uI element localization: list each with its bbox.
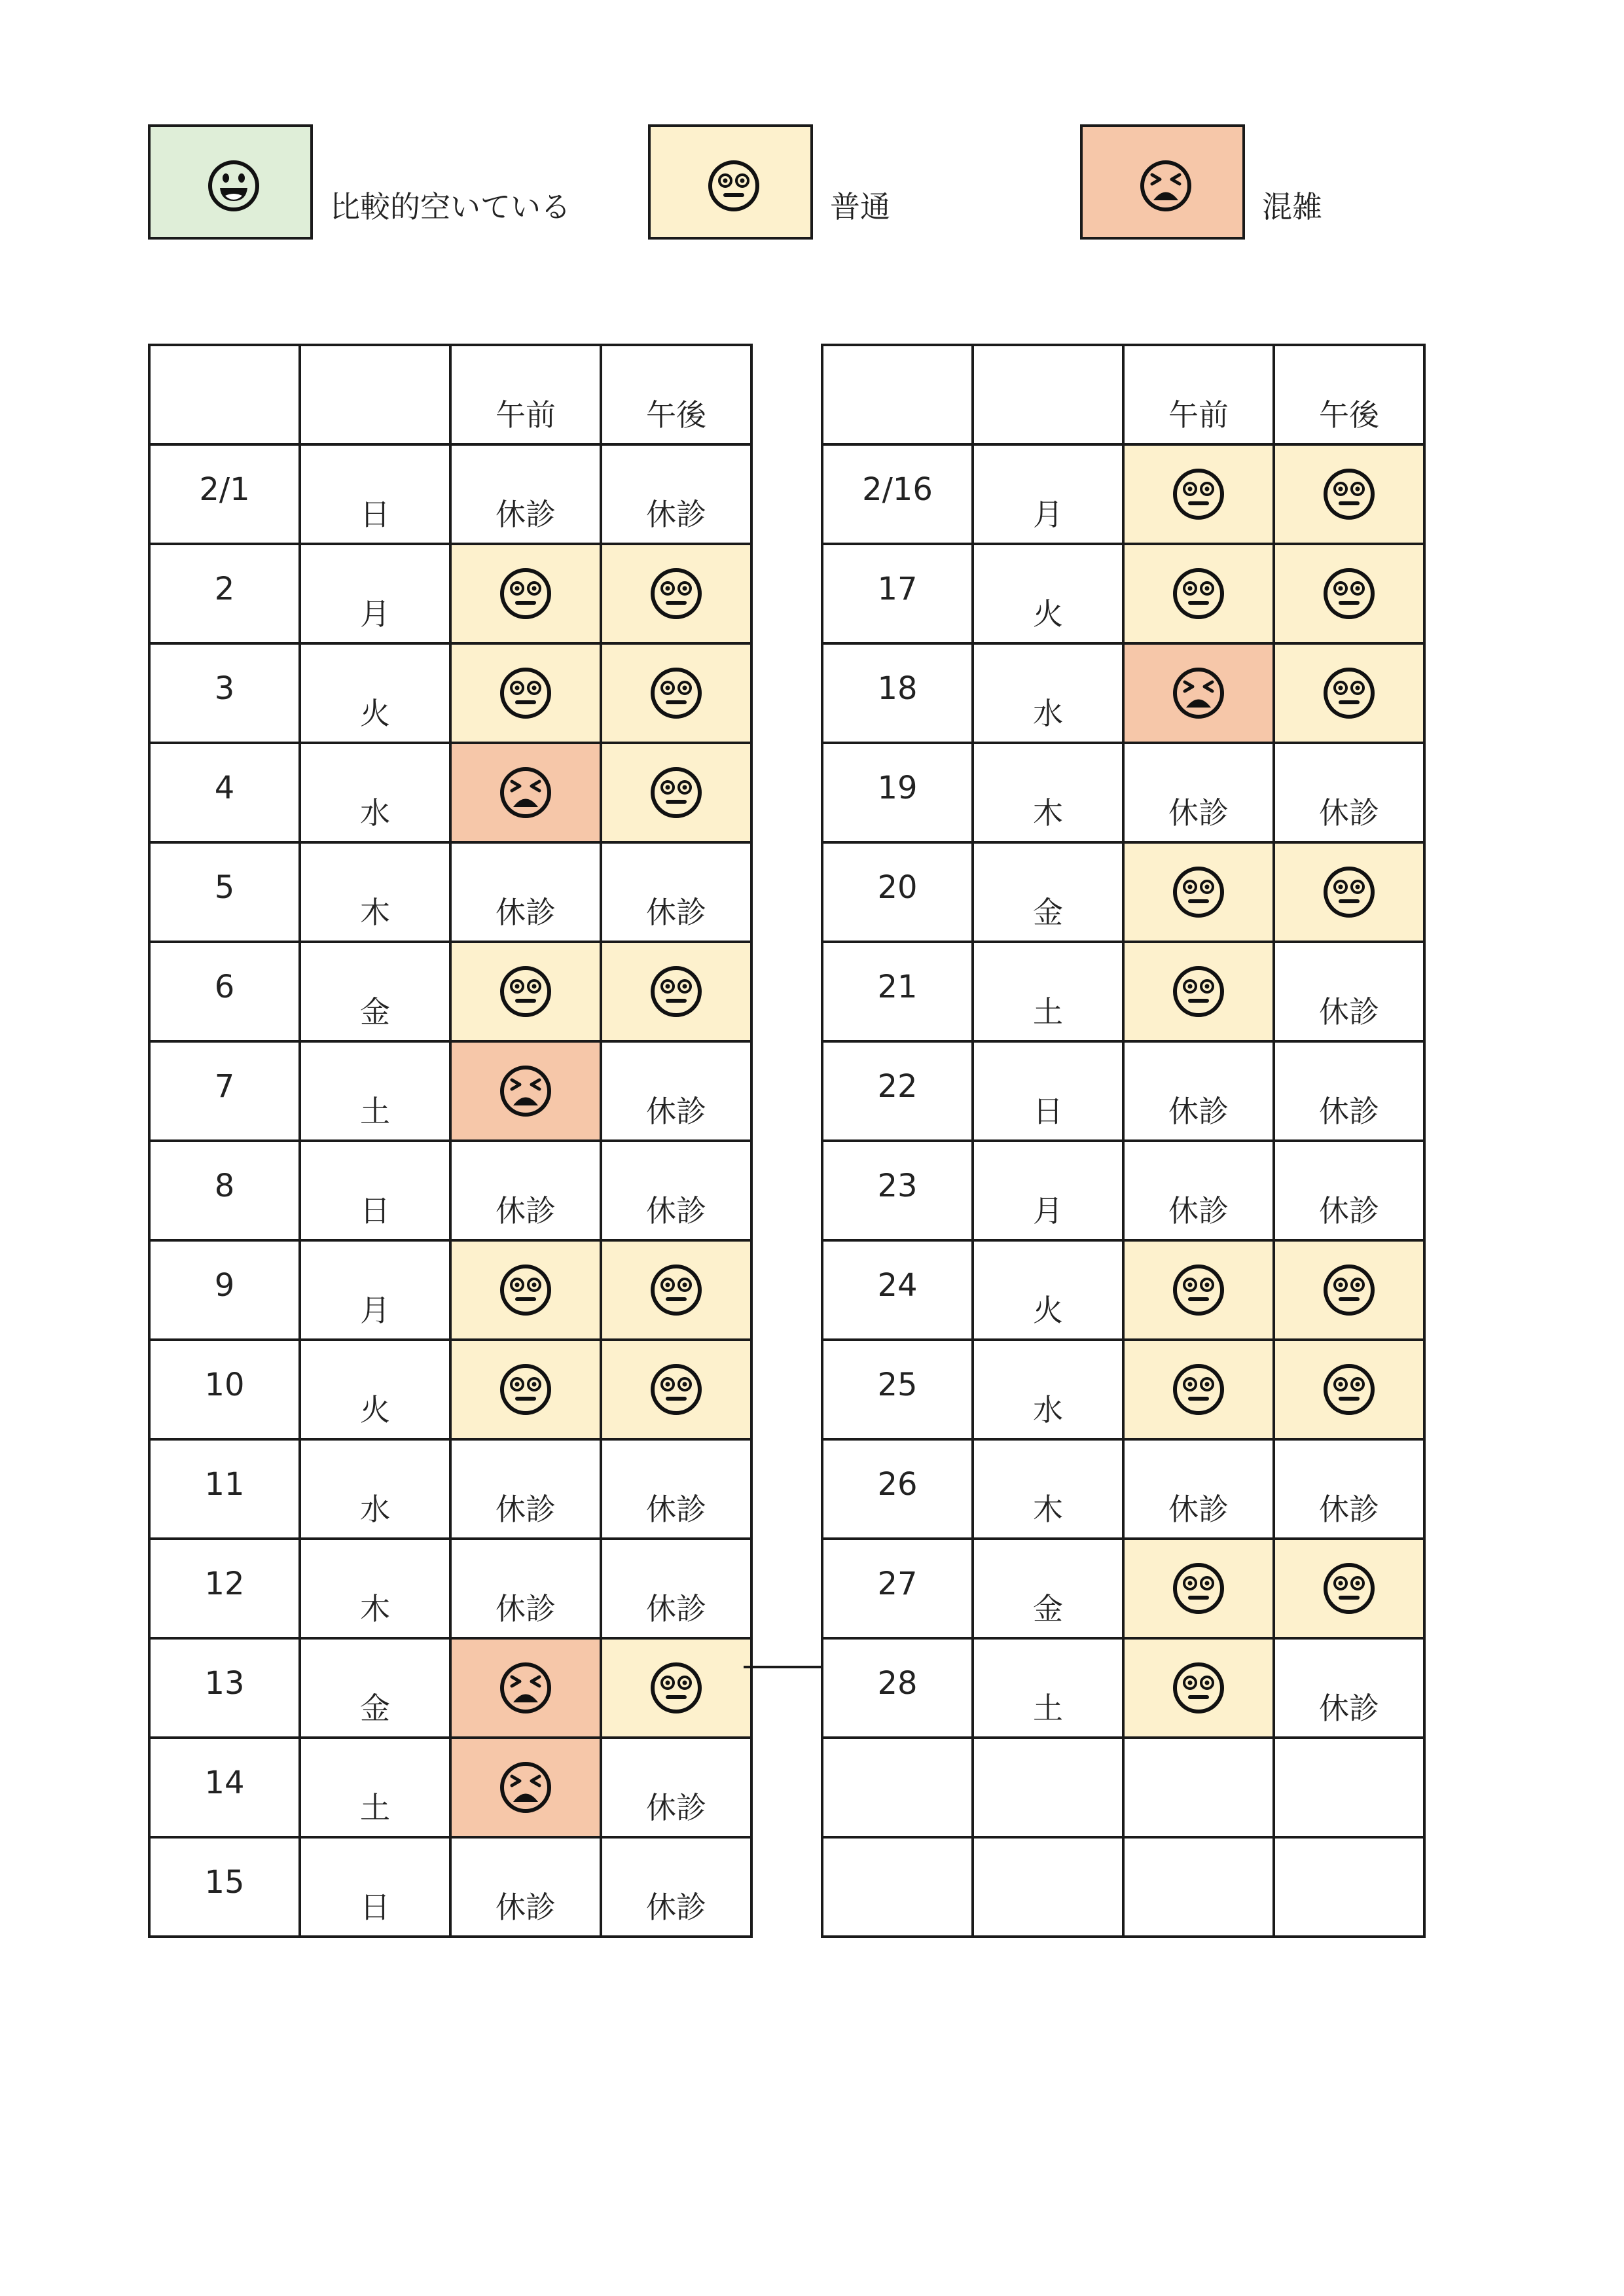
am-status-cell (1123, 743, 1274, 842)
pm-status-cell (601, 743, 751, 842)
closed-label: 休診 (646, 1890, 706, 1925)
table-row (822, 1638, 1424, 1738)
pm-status-cell (1274, 1041, 1424, 1141)
weekday-text: 日 (1033, 1094, 1063, 1129)
date-text: 28 (877, 1665, 918, 1702)
legend-label-empty: 比較的空いている (330, 189, 571, 224)
table-row (149, 1340, 751, 1439)
closed-label: 休診 (1319, 994, 1379, 1030)
date-text: 9 (214, 1267, 235, 1304)
weekday-text: 土 (360, 1790, 390, 1825)
am-status-cell (1123, 444, 1274, 544)
date-text: 14 (204, 1765, 245, 1801)
date-text: 17 (877, 571, 918, 607)
am-status-cell (450, 1638, 601, 1738)
am-status-cell (450, 1240, 601, 1340)
weekday-text: 日 (360, 1193, 390, 1229)
header-day-cell (300, 345, 450, 444)
neutral-face-icon (649, 666, 703, 720)
weekday-cell (300, 1240, 450, 1340)
am-status-cell (450, 1439, 601, 1539)
weekday-cell (973, 544, 1123, 643)
closed-label: 休診 (646, 1094, 706, 1129)
date-text: 24 (877, 1267, 918, 1304)
closed-label: 休診 (496, 895, 556, 930)
date-cell (149, 444, 300, 544)
neutral-face-icon (707, 159, 761, 213)
weekday-text: 金 (1033, 895, 1063, 930)
weekday-text: 金 (360, 1691, 390, 1726)
table-connector-line (744, 1666, 823, 1668)
pm-status-cell (601, 1837, 751, 1937)
am-status-cell (1123, 1539, 1274, 1638)
date-text: 12 (204, 1566, 245, 1602)
closed-label: 休診 (1168, 795, 1229, 831)
date-text: 15 (204, 1864, 245, 1901)
neutral-face-icon (1172, 1263, 1225, 1317)
neutral-face-icon (499, 1263, 552, 1317)
neutral-face-icon (499, 567, 552, 620)
weekday-text: 金 (1033, 1591, 1063, 1626)
table-row (822, 544, 1424, 643)
weekday-cell (973, 1638, 1123, 1738)
closed-label: 休診 (1168, 1193, 1229, 1229)
header-am-label: 午前 (496, 397, 556, 433)
weekday-cell (973, 1340, 1123, 1439)
date-text: 26 (877, 1466, 918, 1503)
date-cell (822, 643, 973, 743)
pm-status-cell (601, 1340, 751, 1439)
date-text: 21 (877, 969, 918, 1005)
neutral-face-icon (1172, 467, 1225, 521)
header-pm-label: 午後 (1319, 397, 1379, 433)
date-cell (149, 1340, 300, 1439)
table-row (149, 1539, 751, 1638)
weekday-cell (300, 842, 450, 942)
pm-status-cell (1274, 1837, 1424, 1937)
date-text: 2 (214, 571, 235, 607)
table-row (822, 643, 1424, 743)
weekday-cell (300, 942, 450, 1041)
table-row (149, 1041, 751, 1141)
pm-status-cell (1274, 1240, 1424, 1340)
weekday-text: 土 (1033, 994, 1063, 1030)
date-text: 25 (877, 1367, 918, 1403)
date-cell (149, 1141, 300, 1240)
header-am-cell (1123, 345, 1274, 444)
date-cell (822, 544, 973, 643)
date-text: 2/16 (862, 471, 933, 508)
weekday-cell (300, 1837, 450, 1937)
date-text: 2/1 (199, 471, 250, 508)
weekday-cell (300, 643, 450, 743)
table-row (822, 1837, 1424, 1937)
closed-label: 休診 (1168, 1094, 1229, 1129)
weekday-cell (973, 842, 1123, 942)
am-status-cell (450, 1837, 601, 1937)
table-row (822, 1738, 1424, 1837)
pm-status-cell (601, 643, 751, 743)
date-cell (149, 942, 300, 1041)
date-cell (149, 1638, 300, 1738)
date-cell (822, 1340, 973, 1439)
closed-label: 休診 (1168, 1492, 1229, 1527)
header-date-cell (822, 345, 973, 444)
weekday-cell (973, 1738, 1123, 1837)
am-status-cell (450, 1340, 601, 1439)
date-text: 22 (877, 1068, 918, 1105)
weekday-cell (300, 1439, 450, 1539)
date-cell (822, 743, 973, 842)
date-cell (822, 842, 973, 942)
table-row (822, 1240, 1424, 1340)
am-status-cell (450, 1141, 601, 1240)
date-cell (149, 1041, 300, 1141)
date-cell (822, 1738, 973, 1837)
weekday-cell (973, 1539, 1123, 1638)
pm-status-cell (1274, 444, 1424, 544)
legend-label-neutral: 普通 (830, 189, 890, 224)
neutral-face-icon (1322, 467, 1376, 521)
neutral-face-icon (649, 965, 703, 1018)
weekday-text: 火 (1033, 596, 1063, 632)
date-text: 10 (204, 1367, 245, 1403)
closed-label: 休診 (646, 1193, 706, 1229)
closed-label: 休診 (1319, 1492, 1379, 1527)
weekday-text: 水 (360, 1492, 390, 1527)
date-text: 18 (877, 670, 918, 707)
closed-label: 休診 (1319, 795, 1379, 831)
am-status-cell (1123, 1638, 1274, 1738)
am-status-cell (1123, 1041, 1274, 1141)
closed-label: 休診 (1319, 1691, 1379, 1726)
neutral-face-icon (1172, 1562, 1225, 1615)
date-cell (822, 1041, 973, 1141)
pm-status-cell (601, 544, 751, 643)
weekday-text: 水 (1033, 696, 1063, 731)
neutral-face-icon (1322, 1363, 1376, 1416)
date-text: 20 (877, 869, 918, 906)
date-cell (149, 1738, 300, 1837)
am-status-cell (450, 942, 601, 1041)
date-text: 13 (204, 1665, 245, 1702)
grinning-face-icon (207, 159, 261, 213)
date-text: 6 (214, 969, 235, 1005)
am-status-cell (1123, 1439, 1274, 1539)
am-status-cell (1123, 942, 1274, 1041)
weekday-text: 金 (360, 994, 390, 1030)
weekday-text: 日 (360, 497, 390, 532)
weekday-text: 土 (1033, 1691, 1063, 1726)
neutral-face-icon (499, 1363, 552, 1416)
weekday-cell (300, 743, 450, 842)
weekday-cell (973, 1041, 1123, 1141)
am-status-cell (1123, 1141, 1274, 1240)
date-cell (822, 1141, 973, 1240)
weekday-cell (973, 444, 1123, 544)
table-row (149, 1240, 751, 1340)
pm-status-cell (601, 1041, 751, 1141)
closed-label: 休診 (1319, 1094, 1379, 1129)
am-status-cell (450, 444, 601, 544)
date-text: 19 (877, 770, 918, 806)
neutral-face-icon (1172, 567, 1225, 620)
header-day-cell (973, 345, 1123, 444)
header-date-cell (149, 345, 300, 444)
table-row (822, 1041, 1424, 1141)
pm-status-cell (1274, 942, 1424, 1041)
table-row (822, 942, 1424, 1041)
weekday-cell (300, 544, 450, 643)
date-cell (149, 643, 300, 743)
schedule-table-left (148, 344, 753, 1938)
weekday-text: 月 (1033, 1193, 1063, 1229)
table-row (149, 643, 751, 743)
neutral-face-icon (1322, 865, 1376, 919)
date-cell (822, 444, 973, 544)
closed-label: 休診 (496, 1890, 556, 1925)
table-row (149, 842, 751, 942)
pm-status-cell (601, 444, 751, 544)
table-row (149, 1738, 751, 1837)
tired-face-icon (499, 766, 552, 819)
legend-swatch-neutral (648, 124, 813, 240)
pm-status-cell (601, 1141, 751, 1240)
tired-face-icon (1139, 159, 1193, 213)
weekday-cell (300, 1041, 450, 1141)
pm-status-cell (1274, 544, 1424, 643)
weekday-text: 木 (360, 1591, 390, 1626)
tired-face-icon (499, 1761, 552, 1814)
closed-label: 休診 (1319, 1193, 1379, 1229)
table-row (149, 743, 751, 842)
pm-status-cell (601, 1240, 751, 1340)
neutral-face-icon (1172, 1661, 1225, 1715)
date-text: 3 (214, 670, 235, 707)
weekday-cell (973, 942, 1123, 1041)
pm-status-cell (1274, 643, 1424, 743)
weekday-cell (973, 1240, 1123, 1340)
date-text: 5 (214, 869, 235, 906)
pm-status-cell (601, 1439, 751, 1539)
tired-face-icon (1172, 666, 1225, 720)
pm-status-cell (1274, 1340, 1424, 1439)
weekday-cell (300, 1638, 450, 1738)
neutral-face-icon (1322, 1562, 1376, 1615)
date-cell (149, 1439, 300, 1539)
weekday-cell (300, 1340, 450, 1439)
pm-status-cell (601, 1738, 751, 1837)
header-row (149, 345, 751, 444)
date-text: 11 (204, 1466, 245, 1503)
neutral-face-icon (1322, 567, 1376, 620)
weekday-cell (973, 1837, 1123, 1937)
table-row (149, 1141, 751, 1240)
weekday-text: 木 (1033, 1492, 1063, 1527)
closed-label: 休診 (646, 1591, 706, 1626)
table-row (822, 1539, 1424, 1638)
pm-status-cell (601, 1638, 751, 1738)
pm-status-cell (1274, 743, 1424, 842)
closed-label: 休診 (646, 1790, 706, 1825)
header-row (822, 345, 1424, 444)
pm-status-cell (601, 1539, 751, 1638)
legend-swatch-empty (148, 124, 313, 240)
am-status-cell (1123, 544, 1274, 643)
table-row (822, 1439, 1424, 1539)
pm-status-cell (601, 942, 751, 1041)
date-cell (149, 544, 300, 643)
am-status-cell (450, 1738, 601, 1837)
pm-status-cell (1274, 842, 1424, 942)
closed-label: 休診 (496, 1591, 556, 1626)
am-status-cell (450, 743, 601, 842)
table-row (149, 544, 751, 643)
table-row (149, 1638, 751, 1738)
weekday-cell (300, 1539, 450, 1638)
table-row (822, 743, 1424, 842)
legend-swatch-busy (1080, 124, 1245, 240)
weekday-text: 木 (360, 895, 390, 930)
neutral-face-icon (1322, 1263, 1376, 1317)
closed-label: 休診 (496, 1193, 556, 1229)
weekday-cell (300, 1738, 450, 1837)
pm-status-cell (1274, 1638, 1424, 1738)
weekday-cell (973, 643, 1123, 743)
am-status-cell (450, 643, 601, 743)
date-text: 8 (214, 1168, 235, 1204)
neutral-face-icon (1172, 865, 1225, 919)
weekday-cell (300, 444, 450, 544)
weekday-text: 日 (360, 1890, 390, 1925)
weekday-text: 月 (360, 596, 390, 632)
date-text: 7 (214, 1068, 235, 1105)
neutral-face-icon (649, 766, 703, 819)
pm-status-cell (1274, 1539, 1424, 1638)
table-row (822, 1141, 1424, 1240)
weekday-text: 水 (1033, 1392, 1063, 1427)
table-row (149, 1439, 751, 1539)
date-text: 23 (877, 1168, 918, 1204)
weekday-cell (300, 1141, 450, 1240)
pm-status-cell (1274, 1439, 1424, 1539)
weekday-cell (973, 1439, 1123, 1539)
date-cell (822, 942, 973, 1041)
tired-face-icon (499, 1661, 552, 1715)
date-cell (149, 842, 300, 942)
neutral-face-icon (499, 965, 552, 1018)
date-cell (822, 1539, 973, 1638)
pm-status-cell (601, 842, 751, 942)
table-row (822, 444, 1424, 544)
weekday-text: 火 (360, 696, 390, 731)
weekday-text: 土 (360, 1094, 390, 1129)
weekday-text: 火 (1033, 1293, 1063, 1328)
am-status-cell (1123, 1837, 1274, 1937)
date-cell (822, 1240, 973, 1340)
header-am-label: 午前 (1168, 397, 1229, 433)
pm-status-cell (1274, 1141, 1424, 1240)
date-cell (149, 1837, 300, 1937)
date-cell (149, 1539, 300, 1638)
table-row (149, 1837, 751, 1937)
neutral-face-icon (649, 1363, 703, 1416)
date-cell (822, 1638, 973, 1738)
weekday-text: 水 (360, 795, 390, 831)
neutral-face-icon (649, 1263, 703, 1317)
neutral-face-icon (1172, 965, 1225, 1018)
header-am-cell (450, 345, 601, 444)
header-pm-cell (1274, 345, 1424, 444)
am-status-cell (1123, 1240, 1274, 1340)
date-text: 27 (877, 1566, 918, 1602)
closed-label: 休診 (646, 895, 706, 930)
neutral-face-icon (1322, 666, 1376, 720)
weekday-cell (973, 1141, 1123, 1240)
closed-label: 休診 (496, 1492, 556, 1527)
weekday-text: 月 (1033, 497, 1063, 532)
am-status-cell (450, 1041, 601, 1141)
am-status-cell (450, 1539, 601, 1638)
table-row (822, 842, 1424, 942)
am-status-cell (1123, 842, 1274, 942)
date-cell (822, 1439, 973, 1539)
am-status-cell (450, 544, 601, 643)
closed-label: 休診 (646, 1492, 706, 1527)
closed-label: 休診 (496, 497, 556, 532)
date-cell (149, 1240, 300, 1340)
date-cell (822, 1837, 973, 1937)
legend-label-busy: 混雑 (1262, 189, 1322, 224)
table-row (149, 444, 751, 544)
weekday-text: 火 (360, 1392, 390, 1427)
tired-face-icon (499, 1064, 552, 1118)
weekday-text: 木 (1033, 795, 1063, 831)
neutral-face-icon (649, 1661, 703, 1715)
table-row (149, 942, 751, 1041)
neutral-face-icon (649, 567, 703, 620)
table-row (822, 1340, 1424, 1439)
weekday-text: 月 (360, 1293, 390, 1328)
schedule-table-right (821, 344, 1426, 1938)
am-status-cell (450, 842, 601, 942)
date-text: 4 (214, 770, 235, 806)
header-pm-label: 午後 (646, 397, 706, 433)
closed-label: 休診 (646, 497, 706, 532)
pm-status-cell (1274, 1738, 1424, 1837)
neutral-face-icon (1172, 1363, 1225, 1416)
am-status-cell (1123, 1340, 1274, 1439)
header-pm-cell (601, 345, 751, 444)
weekday-cell (973, 743, 1123, 842)
date-cell (149, 743, 300, 842)
am-status-cell (1123, 643, 1274, 743)
am-status-cell (1123, 1738, 1274, 1837)
neutral-face-icon (499, 666, 552, 720)
